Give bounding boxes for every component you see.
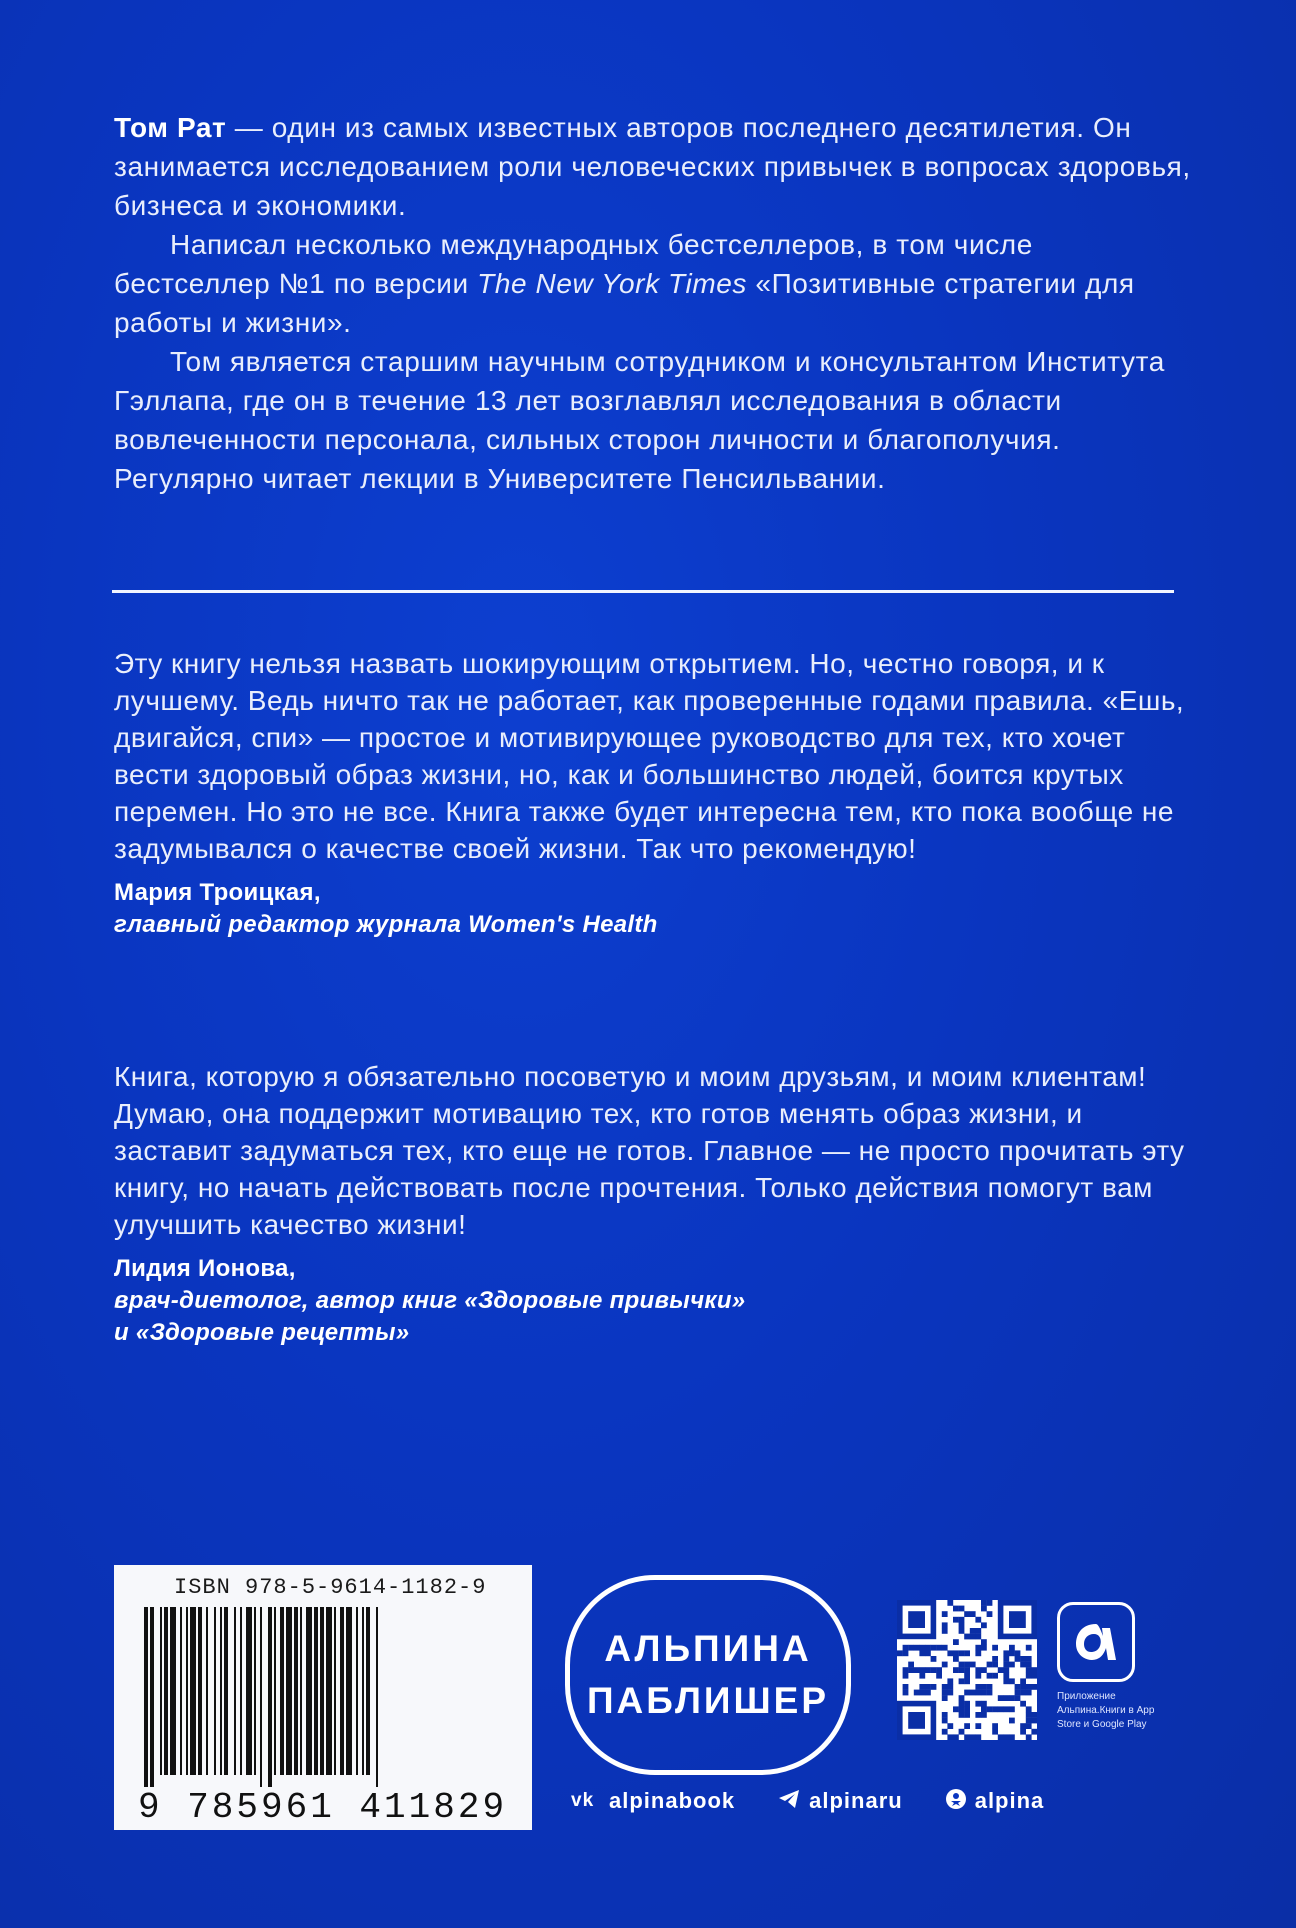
qr-code[interactable] xyxy=(897,1600,1037,1740)
publisher-logo xyxy=(565,1575,851,1775)
bio-paragraph-4: Регулярно читает лекции в Университете Пенсильвании. xyxy=(114,463,886,494)
bio-text-2-italic: The New York Times xyxy=(477,268,748,299)
ok-icon xyxy=(945,1788,967,1814)
review-text: Эту книгу нельзя назвать шокирующим открытием. Но, честно говоря, и к лучшему. Ведь ничто так не работает, как проверенные годами правила. «Ешь, двигайся, спи» — простое и мотивирующее руководство для тех, кто хочет вести здоровый образ жизни, но, как и большинство людей, боится крутых перемен. Но это не все. Книга также будет интересна тем, кто пока вообще не задумывался о качестве своей жизни. Так что рекомендую! xyxy=(114,648,1185,864)
bio-text-2a: Написал несколько международных бестселлеров, в том числе бестселлер №1 по версии xyxy=(114,229,1033,299)
alpina-logo-icon xyxy=(1070,1616,1122,1668)
review-text: Книга, которую я обязательно посоветую и моим друзьям, и моим клиентам! Думаю, она поддержит мотивацию тех, кто готов менять образ жизни, и заставит задуматься тех, кто еще не готов. Главное — не просто прочитать эту книгу, но начать действовать после прочтения. Только действия помогут вам улучшить качество жизни! xyxy=(114,1061,1185,1240)
social-vk-label: alpinabook xyxy=(609,1788,736,1813)
barcode-bars xyxy=(144,1607,504,1787)
social-telegram[interactable] xyxy=(777,1788,903,1814)
social-links xyxy=(571,1788,1044,1814)
bio-paragraph-2 xyxy=(114,225,1194,342)
bio-paragraph-3: Том является старшим научным сотрудником и консультантом Института Гэллапа, где он в течение 13 лет возглавлял исследования в области вовлеченности персонала, сильных сторон личности и благополучия. xyxy=(114,346,1165,455)
review-author-role: врач-диетолог, автор книг «Здоровые привычки» xyxy=(114,1287,746,1314)
review-1 xyxy=(114,645,1194,941)
review-author: Мария Троицкая, xyxy=(114,879,321,906)
review-author: Лидия Ионова, xyxy=(114,1255,296,1282)
app-store-note: Приложение Альпина.Книги в App Store и Google Play xyxy=(1057,1691,1155,1730)
vk-icon xyxy=(571,1789,601,1813)
isbn-barcode xyxy=(114,1565,532,1830)
bio-text-1: — один из самых известных авторов последнего десятилетия. Он занимается исследованием роли человеческих привычек в вопросах здоровья, бизнеса и экономики. xyxy=(114,112,1191,221)
svg-text:vk: vk xyxy=(571,1790,595,1809)
isbn-digits: 9 785961 411829 xyxy=(138,1787,508,1828)
divider-line xyxy=(112,590,1174,593)
social-telegram-label: alpinaru xyxy=(809,1788,903,1813)
isbn-label: ISBN 978-5-9614-1182-9 xyxy=(174,1575,487,1600)
social-ok[interactable] xyxy=(945,1788,1045,1814)
author-name: Том Рат xyxy=(114,112,227,143)
publisher-name-line2: ПАБЛИШЕР xyxy=(586,1680,830,1721)
alpina-app-icon[interactable] xyxy=(1057,1602,1135,1682)
bio-paragraph-1 xyxy=(114,108,1194,225)
bio-text-2b: «Позитивные стратегии для работы и жизни». xyxy=(114,268,1135,338)
author-bio xyxy=(114,108,1194,498)
telegram-icon xyxy=(777,1788,801,1814)
review-2 xyxy=(114,1058,1194,1349)
social-ok-label: alpina xyxy=(974,1788,1045,1813)
review-author-role: главный редактор журнала Women's Health xyxy=(114,911,658,938)
review-author-role-2: и «Здоровые рецепты» xyxy=(114,1319,410,1346)
social-vk[interactable] xyxy=(571,1788,735,1814)
publisher-name-line1: АЛЬПИНА xyxy=(604,1628,812,1669)
